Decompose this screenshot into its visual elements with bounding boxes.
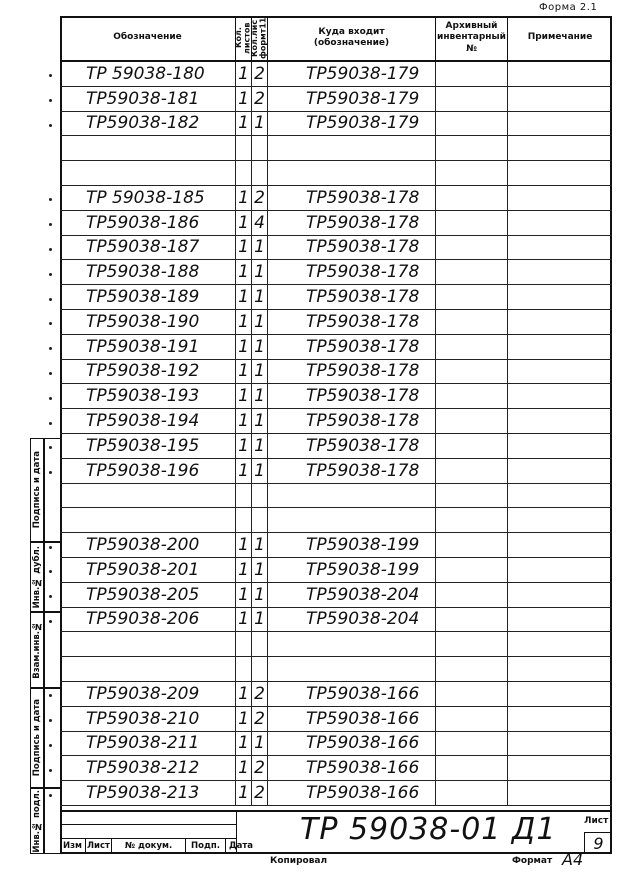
sheets-count-cell: 1: [236, 756, 252, 780]
copies-count-cell: 1: [252, 384, 268, 408]
side-field-replace-inv: [44, 612, 60, 688]
table-row: [60, 260, 612, 285]
archive-cell: [436, 236, 508, 260]
sheets-count-cell: 1: [236, 682, 252, 706]
destination-cell: [268, 657, 436, 681]
sheets-count-cell: [236, 136, 252, 160]
title-block-signature: Подп.: [186, 838, 226, 854]
designation-cell: ТР59038-186: [60, 211, 236, 235]
designation-cell: ТР59038-212: [60, 756, 236, 780]
designation-cell: ТР 59038-180: [60, 62, 236, 86]
copies-count-cell: [252, 484, 268, 508]
designation-cell: ТР59038-181: [60, 87, 236, 111]
side-label-inv-orig: Инв.№ подл.: [32, 789, 42, 853]
sheets-count-cell: 1: [236, 360, 252, 384]
copies-count-cell: 2: [252, 707, 268, 731]
format-label: Формат: [512, 856, 553, 866]
destination-cell: ТР59038-179: [268, 62, 436, 86]
note-cell: [508, 608, 612, 632]
table-row: [60, 310, 612, 335]
row-mark: [49, 74, 52, 77]
note-cell: [508, 756, 612, 780]
note-cell: [508, 136, 612, 160]
sheets-count-cell: 1: [236, 310, 252, 334]
sheets-count-cell: 1: [236, 583, 252, 607]
table-row: [60, 87, 612, 112]
title-block-line: [60, 810, 236, 824]
title-block-line: [60, 824, 236, 838]
destination-cell: ТР59038-178: [268, 260, 436, 284]
header-designation: Обозначение: [60, 16, 236, 62]
archive-cell: [436, 756, 508, 780]
table-row: [60, 558, 612, 583]
archive-cell: [436, 608, 508, 632]
side-label-replace-inv: Взам.инв.№: [30, 612, 44, 688]
copies-count-cell: [252, 136, 268, 160]
designation-cell: [60, 632, 236, 656]
copies-count-cell: 1: [252, 434, 268, 458]
destination-cell: ТР59038-178: [268, 310, 436, 334]
copies-count-cell: 2: [252, 781, 268, 805]
side-label-sign-date-bottom: Подпись и дата: [30, 688, 44, 788]
row-mark: [49, 223, 52, 226]
destination-cell: ТР59038-178: [268, 409, 436, 433]
designation-cell: [60, 161, 236, 185]
designation-cell: ТР59038-188: [60, 260, 236, 284]
archive-cell: [436, 186, 508, 210]
archive-cell: [436, 161, 508, 185]
copies-count-cell: 1: [252, 112, 268, 136]
designation-cell: ТР59038-195: [60, 434, 236, 458]
table-row: [60, 360, 612, 385]
destination-cell: ТР59038-178: [268, 335, 436, 359]
destination-cell: ТР59038-166: [268, 781, 436, 805]
sheets-count-cell: 1: [236, 285, 252, 309]
side-label-inv-dup: Инв.№ дубл.: [30, 542, 44, 612]
row-mark: [49, 99, 52, 102]
table-row: [60, 409, 612, 434]
sheet-label: Лист: [584, 816, 609, 826]
designation-cell: ТР59038-206: [60, 608, 236, 632]
designation-cell: [60, 657, 236, 681]
row-mark: [49, 298, 52, 301]
copies-count-cell: 1: [252, 583, 268, 607]
table-row: [60, 508, 612, 533]
side-field-sign-date-bottom: [44, 688, 60, 788]
note-cell: [508, 285, 612, 309]
table-row: [60, 632, 612, 657]
copies-count-cell: 2: [252, 87, 268, 111]
header-note: Примечание: [508, 16, 612, 62]
copies-count-cell: 1: [252, 732, 268, 756]
designation-cell: ТР59038-213: [60, 781, 236, 805]
sheets-count-cell: 1: [236, 211, 252, 235]
note-cell: [508, 360, 612, 384]
sheets-count-cell: 1: [236, 781, 252, 805]
table-row: [60, 533, 612, 558]
destination-cell: [268, 136, 436, 160]
destination-cell: ТР59038-199: [268, 558, 436, 582]
side-label-sign-date-top: Подпись и дата: [30, 438, 44, 542]
table-row: [60, 608, 612, 633]
note-cell: [508, 781, 612, 805]
title-block-sheet: Лист: [86, 838, 112, 854]
note-cell: [508, 87, 612, 111]
archive-cell: [436, 260, 508, 284]
destination-cell: ТР59038-178: [268, 186, 436, 210]
destination-cell: ТР59038-178: [268, 360, 436, 384]
table-row: [60, 62, 612, 87]
archive-cell: [436, 310, 508, 334]
copies-count-cell: 1: [252, 360, 268, 384]
header-archive: Архивный инвентарный №: [436, 16, 508, 62]
table-row: [60, 732, 612, 757]
designation-cell: ТР59038-194: [60, 409, 236, 433]
archive-cell: [436, 484, 508, 508]
archive-cell: [436, 434, 508, 458]
row-mark: [49, 248, 52, 251]
table-row: [60, 335, 612, 360]
note-cell: [508, 632, 612, 656]
note-cell: [508, 335, 612, 359]
sheets-count-cell: 1: [236, 236, 252, 260]
copies-count-cell: 1: [252, 608, 268, 632]
table-row: [60, 459, 612, 484]
sheets-count-cell: 1: [236, 533, 252, 557]
sheets-count-cell: 1: [236, 608, 252, 632]
table-row: [60, 434, 612, 459]
table-row: [60, 136, 612, 161]
side-field-inv-dup: [44, 542, 60, 612]
destination-cell: [268, 508, 436, 532]
designation-cell: ТР59038-187: [60, 236, 236, 260]
designation-cell: ТР59038-193: [60, 384, 236, 408]
sheets-count-cell: 1: [236, 112, 252, 136]
sheets-count-cell: 1: [236, 186, 252, 210]
row-mark: [49, 124, 52, 127]
table-row: [60, 682, 612, 707]
sheets-count-cell: 1: [236, 87, 252, 111]
designation-cell: ТР59038-190: [60, 310, 236, 334]
archive-cell: [436, 409, 508, 433]
designation-cell: ТР59038-182: [60, 112, 236, 136]
destination-cell: ТР59038-179: [268, 87, 436, 111]
designation-cell: ТР59038-205: [60, 583, 236, 607]
row-mark: [49, 198, 52, 201]
archive-cell: [436, 360, 508, 384]
copies-count-cell: 4: [252, 211, 268, 235]
archive-cell: [436, 508, 508, 532]
archive-cell: [436, 657, 508, 681]
note-cell: [508, 236, 612, 260]
copies-count-cell: 1: [252, 533, 268, 557]
archive-cell: [436, 682, 508, 706]
copies-count-cell: [252, 161, 268, 185]
header-destination: Куда входит (обозначение): [268, 16, 436, 62]
sheets-count-cell: 1: [236, 558, 252, 582]
note-cell: [508, 533, 612, 557]
destination-cell: ТР59038-179: [268, 112, 436, 136]
title-block-change: Изм: [60, 838, 86, 854]
destination-cell: ТР59038-178: [268, 236, 436, 260]
archive-cell: [436, 62, 508, 86]
note-cell: [508, 409, 612, 433]
sheets-count-cell: 1: [236, 459, 252, 483]
copies-count-cell: [252, 508, 268, 532]
designation-cell: ТР59038-209: [60, 682, 236, 706]
destination-cell: [268, 161, 436, 185]
designation-cell: ТР59038-189: [60, 285, 236, 309]
destination-cell: ТР59038-178: [268, 459, 436, 483]
destination-cell: ТР59038-166: [268, 756, 436, 780]
table-row: [60, 583, 612, 608]
destination-cell: ТР59038-178: [268, 384, 436, 408]
table-row: [60, 211, 612, 236]
table-row: [60, 112, 612, 137]
note-cell: [508, 434, 612, 458]
row-mark: [49, 347, 52, 350]
destination-cell: ТР59038-166: [268, 682, 436, 706]
designation-cell: ТР59038-191: [60, 335, 236, 359]
title-block-doc-no: № докум.: [112, 838, 186, 854]
row-mark: [49, 372, 52, 375]
archive-cell: [436, 781, 508, 805]
sheets-count-cell: 1: [236, 260, 252, 284]
note-cell: [508, 161, 612, 185]
sheets-count-cell: 1: [236, 335, 252, 359]
table-row: [60, 657, 612, 682]
archive-cell: [436, 112, 508, 136]
destination-cell: ТР59038-178: [268, 211, 436, 235]
destination-cell: [268, 484, 436, 508]
designation-cell: ТР59038-192: [60, 360, 236, 384]
designation-cell: [60, 136, 236, 160]
table-row: [60, 781, 612, 806]
destination-cell: ТР59038-166: [268, 732, 436, 756]
sheets-count-cell: 1: [236, 732, 252, 756]
destination-cell: ТР59038-178: [268, 285, 436, 309]
form-label: Форма 2.1: [539, 2, 598, 13]
sheet-number: 9: [584, 832, 612, 854]
document-code: ТР 59038-01 Д1: [300, 812, 557, 847]
note-cell: [508, 62, 612, 86]
copies-count-cell: 1: [252, 310, 268, 334]
copies-count-cell: 1: [252, 459, 268, 483]
copies-count-cell: 1: [252, 285, 268, 309]
side-field-inv-orig: [44, 788, 60, 854]
sheets-count-cell: 1: [236, 409, 252, 433]
header-copies-count: Кол.лис формт11: [252, 16, 268, 62]
table-row: [60, 285, 612, 310]
table-row: [60, 707, 612, 732]
note-cell: [508, 682, 612, 706]
archive-cell: [436, 707, 508, 731]
note-cell: [508, 459, 612, 483]
note-cell: [508, 186, 612, 210]
sheets-count-cell: 1: [236, 62, 252, 86]
copies-count-cell: 2: [252, 62, 268, 86]
sheets-count-cell: [236, 632, 252, 656]
designation-cell: [60, 484, 236, 508]
sheets-count-cell: 1: [236, 434, 252, 458]
archive-cell: [436, 136, 508, 160]
note-cell: [508, 260, 612, 284]
copies-count-cell: 1: [252, 260, 268, 284]
archive-cell: [436, 87, 508, 111]
table-row: [60, 186, 612, 211]
side-field-sign-date-top: [44, 438, 60, 542]
archive-cell: [436, 533, 508, 557]
sheets-count-cell: 1: [236, 707, 252, 731]
table-row: [60, 756, 612, 781]
note-cell: [508, 657, 612, 681]
archive-cell: [436, 632, 508, 656]
destination-cell: ТР59038-204: [268, 583, 436, 607]
designation-cell: ТР59038-211: [60, 732, 236, 756]
archive-cell: [436, 211, 508, 235]
sheets-count-cell: [236, 484, 252, 508]
archive-cell: [436, 459, 508, 483]
copies-count-cell: 2: [252, 186, 268, 210]
note-cell: [508, 583, 612, 607]
row-mark: [49, 422, 52, 425]
designation-cell: ТР59038-200: [60, 533, 236, 557]
designation-cell: [60, 508, 236, 532]
note-cell: [508, 211, 612, 235]
designation-cell: ТР59038-210: [60, 707, 236, 731]
format-value: А4: [562, 850, 584, 869]
copied-label: Копировал: [270, 856, 328, 866]
copies-count-cell: [252, 632, 268, 656]
archive-cell: [436, 384, 508, 408]
sheets-count-cell: [236, 657, 252, 681]
row-mark: [49, 322, 52, 325]
sheets-count-cell: [236, 508, 252, 532]
table-row: [60, 384, 612, 409]
destination-cell: ТР59038-166: [268, 707, 436, 731]
header-sheets-count: Кол. листов: [236, 16, 252, 62]
archive-cell: [436, 285, 508, 309]
table-row: [60, 484, 612, 509]
destination-cell: [268, 632, 436, 656]
copies-count-cell: 2: [252, 756, 268, 780]
note-cell: [508, 484, 612, 508]
copies-count-cell: 1: [252, 236, 268, 260]
note-cell: [508, 112, 612, 136]
note-cell: [508, 558, 612, 582]
copies-count-cell: 1: [252, 409, 268, 433]
copies-count-cell: 1: [252, 335, 268, 359]
note-cell: [508, 707, 612, 731]
archive-cell: [436, 583, 508, 607]
archive-cell: [436, 558, 508, 582]
row-mark: [49, 273, 52, 276]
table-row: [60, 161, 612, 186]
copies-count-cell: 2: [252, 682, 268, 706]
sheets-count-cell: [236, 161, 252, 185]
note-cell: [508, 310, 612, 334]
title-block-date: Дата: [229, 841, 253, 851]
copies-count-cell: 1: [252, 558, 268, 582]
archive-cell: [436, 335, 508, 359]
note-cell: [508, 384, 612, 408]
designation-cell: ТР59038-196: [60, 459, 236, 483]
note-cell: [508, 508, 612, 532]
note-cell: [508, 732, 612, 756]
row-mark: [49, 397, 52, 400]
copies-count-cell: [252, 657, 268, 681]
table-row: [60, 236, 612, 261]
destination-cell: ТР59038-178: [268, 434, 436, 458]
sheets-count-cell: 1: [236, 384, 252, 408]
archive-cell: [436, 732, 508, 756]
destination-cell: ТР59038-204: [268, 608, 436, 632]
destination-cell: ТР59038-199: [268, 533, 436, 557]
designation-cell: ТР 59038-185: [60, 186, 236, 210]
designation-cell: ТР59038-201: [60, 558, 236, 582]
